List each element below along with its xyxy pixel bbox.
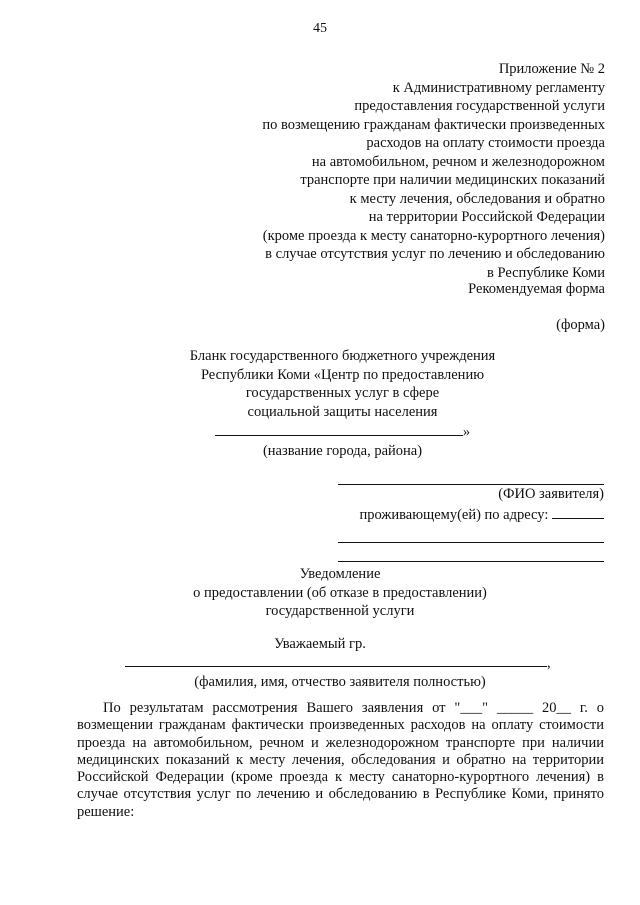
appendix-line: транспорте при наличии медицинских показаний [300,172,605,188]
notice-subtitle-2: государственной услуги [265,603,415,619]
address-underline [552,504,604,519]
fio-underline [125,650,547,667]
applicant-block [338,470,604,562]
address-label: проживающему(ей) по адресу: [359,506,549,523]
appendix-line: на автомобильном, речном и железнодорожном [311,153,605,170]
appendix-line: в случае отсутствия услуг по лечению и обследованию [265,246,605,262]
address-line [338,504,604,525]
appendix-line: расходов на оплату стоимости проезда [366,135,605,151]
city-line [170,421,515,442]
appendix-line: Приложение № 2 [498,61,605,77]
page-number: 45 [313,21,327,36]
notice-body-paragraph [77,700,604,821]
blank-line: государственных услуг в сфере [245,385,440,401]
recommended-form-label: Рекомендуемая форма [468,281,605,297]
appendix-line: (кроме проезда к месту санаторно-курортного лечения) [262,227,605,244]
body-part-1: По результатам рассмотрения Вашего заявления от " [103,700,461,716]
address-underline-3 [338,543,604,562]
greeting: Уважаемый гр. [274,636,366,652]
blank-line: социальной защиты населения [247,403,438,420]
address-underline-2 [338,524,604,543]
appendix-line: по возмещению гражданам фактически произведенных [262,116,605,133]
appendix-line: предоставления государственной услуги [354,98,605,114]
applicant-fio-caption: (ФИО заявителя) [498,486,604,502]
body-part-2: " _____ 20__ г. о возмещении гражданам фактически произведенных расходов на оплату стоимости проезда на автомобильном, речном и железнодорожном транспорте при наличии медицинских показаний к месту лечения, обследования и обратно на территории Российской Федерации (кроме проезда к месту санаторно-курортного лечения) в случае отсутствия услуг по лечению и обследованию в Республике Коми, принято решение: [77,700,604,820]
day-blank: ___ [460,700,483,716]
notice-title: Уведомление [299,566,381,582]
applicant-name-underline [338,470,604,485]
appendix-header [262,60,605,282]
closing-quote: » [462,424,471,440]
appendix-line: к месту лечения, обследования и обратно [349,190,605,207]
notice-subtitle: о предоставлении (об отказе в предоставлении) [193,584,487,601]
appendix-line: к Административному регламенту [392,79,605,96]
form-label: (форма) [556,317,605,333]
institution-blank [170,347,515,460]
fio-line [125,650,555,673]
blank-line: Республики Коми «Центр по предоставлению [200,366,485,383]
notice-title-block [150,565,530,621]
fio-comma: , [547,655,551,671]
city-underline [215,421,463,436]
fio-block [125,650,555,691]
fio-caption: (фамилия, имя, отчество заявителя полностью) [194,673,486,690]
appendix-line: в Республике Коми [486,264,605,281]
blank-line: Бланк государственного бюджетного учреждения [189,348,496,364]
city-caption: (название города, района) [262,442,423,459]
appendix-line: на территории Российской Федерации [368,209,605,225]
